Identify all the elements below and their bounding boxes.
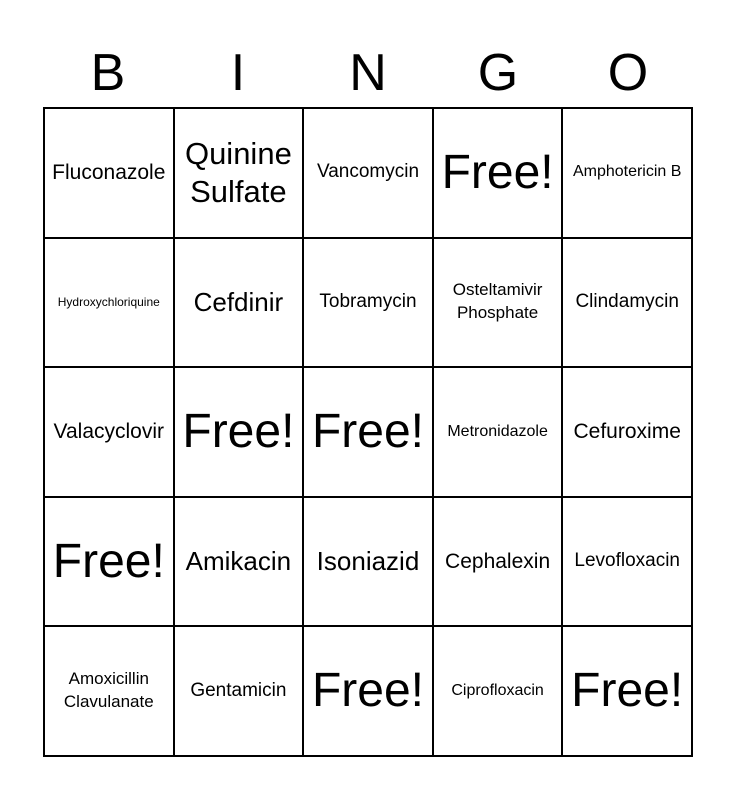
bingo-cell-r3-c2[interactable]: Free!	[174, 367, 304, 497]
bingo-cell-r4-c4[interactable]: Cephalexin	[433, 497, 563, 627]
bingo-cell-r3-c1[interactable]: Valacyclovir	[44, 367, 174, 497]
header-letter-n: N	[349, 44, 387, 102]
bingo-cell-r2-c3[interactable]: Tobramycin	[303, 238, 433, 368]
bingo-cell-r2-c4[interactable]: Osteltamivir Phosphate	[433, 238, 563, 368]
bingo-cell-r1-c4[interactable]: Free!	[433, 108, 563, 238]
bingo-cell-r5-c4[interactable]: Ciprofloxacin	[433, 626, 563, 756]
bingo-cell-r3-c5[interactable]: Cefuroxime	[562, 367, 692, 497]
bingo-cell-r1-c2[interactable]: Quinine Sulfate	[174, 108, 304, 238]
bingo-cell-r2-c2[interactable]: Cefdinir	[174, 238, 304, 368]
header-letter-b: B	[90, 44, 126, 102]
bingo-cell-r5-c2[interactable]: Gentamicin	[174, 626, 304, 756]
bingo-cell-r2-c5[interactable]: Clindamycin	[562, 238, 692, 368]
bingo-cell-r4-c2[interactable]: Amikacin	[174, 497, 304, 627]
bingo-cell-r4-c5[interactable]: Levofloxacin	[562, 497, 692, 627]
bingo-cell-r5-c1[interactable]: Amoxicillin Clavulanate	[44, 626, 174, 756]
header-letter-g: G	[477, 44, 519, 102]
bingo-cell-r4-c1[interactable]: Free!	[44, 497, 174, 627]
bingo-board	[43, 107, 693, 757]
bingo-cell-r4-c3[interactable]: Isoniazid	[303, 497, 433, 627]
header-letter-i: I	[230, 44, 246, 102]
bingo-cell-r1-c5[interactable]: Amphotericin B	[562, 108, 692, 238]
bingo-cell-r5-c3[interactable]: Free!	[303, 626, 433, 756]
bingo-cell-r2-c1[interactable]: Hydroxychloriquine	[44, 238, 174, 368]
bingo-cell-r1-c1[interactable]: Fluconazole	[44, 108, 174, 238]
bingo-header	[43, 42, 693, 104]
bingo-cell-r5-c5[interactable]: Free!	[562, 626, 692, 756]
bingo-cell-r1-c3[interactable]: Vancomycin	[303, 108, 433, 238]
bingo-cell-r3-c3[interactable]: Free!	[303, 367, 433, 497]
bingo-cell-r3-c4[interactable]: Metronidazole	[433, 367, 563, 497]
header-letter-o: O	[607, 44, 649, 102]
